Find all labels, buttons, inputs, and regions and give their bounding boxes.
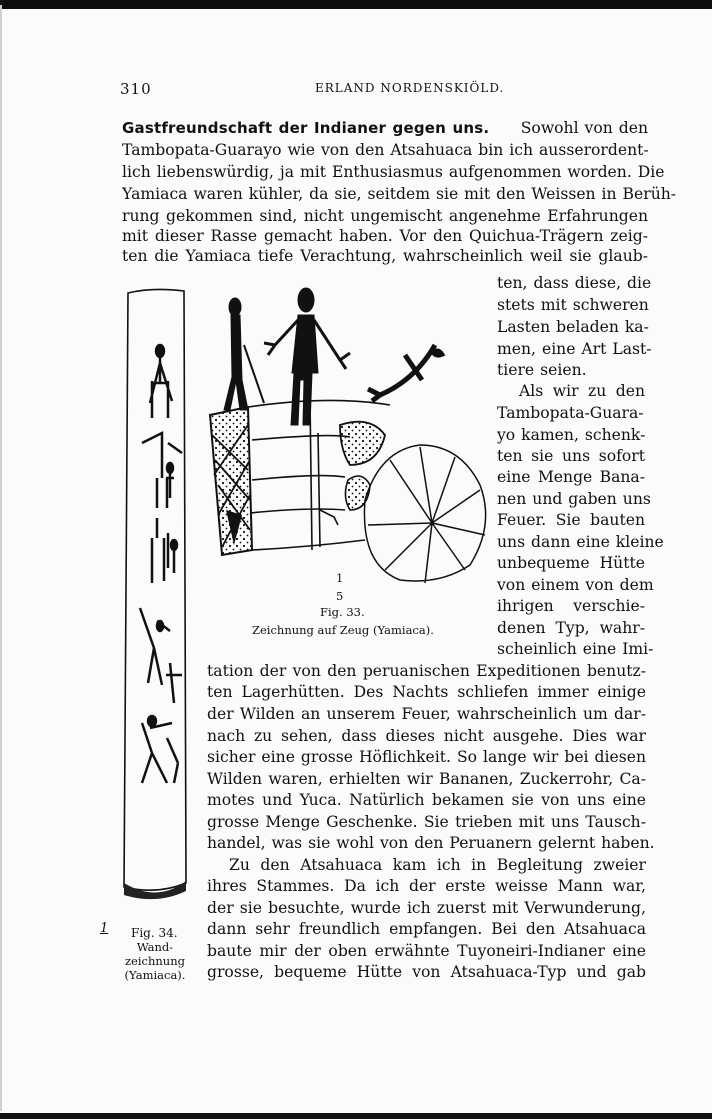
paragraph-line: sicher eine grosse Höflichkeit. So lange wir bei diesen [207,748,646,766]
paragraph-line: motes und Yuca. Natürlich bekamen sie von uns eine [207,791,646,809]
paragraph-line: der sie besuchte, wurde ich zuerst mit Verwunderung, [207,899,646,917]
fig34-scale: 1 [100,921,109,936]
paragraph-line: ihres Stammes. Da ich der erste weisse Mann war, [207,877,646,895]
paragraph-line: ten, dass diese, die [497,274,652,292]
paragraph-line: tation der von den peruanischen Expeditionen benutz- [207,662,646,680]
scan-top-border [0,0,712,9]
paragraph-line: stets mit schweren [497,296,649,314]
section-heading: Gastfreundschaft der Indianer gegen uns. [122,119,490,137]
human-figures [224,288,444,425]
paragraph-line: unbequeme Hütte [497,554,645,572]
running-title: ERLAND NORDENSKIÖLD. [315,81,505,95]
fig34-label: Fig. 34. [131,926,178,940]
paragraph-line: yo kamen, schenk- [497,426,646,444]
hatched-strip-left [210,407,252,555]
paragraph-line: dann sehr freundlich empfangen. Bei den Atsahuaca [207,920,646,938]
paragraph-line: lich liebenswürdig, ja mit Enthusiasmus aufgenommen worden. Die [122,163,665,181]
paragraph-line [122,118,648,138]
fig33-cloth-drawing [200,285,495,595]
paragraph-line: ten sie uns sofort [497,447,645,465]
paragraph-line: Tambopata-Guarayo wie von den Atsahuaca bin ich ausserordent- [122,141,649,159]
heading-line-rest: Sowohl von den [520,119,648,137]
paragraph-line: nach zu sehen, dass dieses nicht ausgehe. Dies war [207,727,646,745]
fig34-caption-2: zeichnung [125,954,185,968]
paragraph-line: eine Menge Bana- [497,468,645,486]
paragraph-line: tiere seien. [497,361,587,379]
paragraph-line: grosse, bequeme Hütte von Atsahuaca-Typ und gab [207,963,646,981]
paragraph-line: ten Lagerhütten. Des Nachts schliefen immer einige [207,683,646,701]
fig34-caption-3: (Yamiaca). [124,968,186,982]
paragraph-line: Zu den Atsahuaca kam ich in Begleitung zweier [229,856,646,874]
paragraph-line: von einem von dem [497,576,654,594]
paragraph-line: rung gekommen sind, nicht ungemischt angenehme Erfahrungen [122,207,648,225]
paragraph-line: grosse Menge Geschenke. Sie trieben mit uns Tausch- [207,813,646,831]
paragraph-line: uns dann eine kleine [497,533,664,551]
fig33-scale-numerator: 1 [336,571,344,585]
scan-bottom-border [0,1113,712,1119]
paragraph-line: denen Typ, wahr- [497,619,645,637]
page-number: 310 [120,80,152,98]
paragraph-line: mit dieser Rasse gemacht haben. Vor den Quichua-Trägern zeig- [122,227,648,245]
paragraph-line: scheinlich eine Imi- [497,640,654,658]
dotted-bands-right [340,422,385,510]
paragraph-line: baute mir der oben erwähnte Tuyoneiri-Indianer eine [207,942,646,960]
paragraph-line: ten die Yamiaca tiefe Verachtung, wahrscheinlich weil sie glaub- [122,247,648,265]
paragraph-line: Als wir zu den [519,382,645,400]
fig33-caption: Zeichnung auf Zeug (Yamiaca). [252,623,434,637]
paragraph-line: ihrigen verschie- [497,597,645,615]
fig34-caption-1: Wand- [136,940,174,954]
fig34-wall-drawing [112,283,196,908]
paragraph-line: handel, was sie wohl von den Peruanern gelernt haben. [207,834,655,852]
wall-figures [140,345,182,783]
sun-wheel [364,445,485,583]
paragraph-line: men, eine Art Last- [497,340,652,358]
paragraph-line: Yamiaca waren kühler, da sie, seitdem sie mit den Weissen in Berüh- [122,185,677,203]
paragraph-line: Tambopata-Guara- [497,404,644,422]
paragraph-line: der Wilden an unserem Feuer, wahrscheinlich um dar- [207,705,646,723]
paragraph-line: Lasten beladen ka- [497,318,649,336]
scan-left-edge [0,5,2,1111]
paragraph-line: Wilden waren, erhielten wir Bananen, Zuckerrohr, Ca- [207,770,646,788]
paragraph-line: Feuer. Sie bauten [497,511,645,529]
paragraph-line: nen und gaben uns [497,490,651,508]
fig33-scale-denominator: 5 [336,589,344,603]
fig33-label: Fig. 33. [320,605,365,619]
